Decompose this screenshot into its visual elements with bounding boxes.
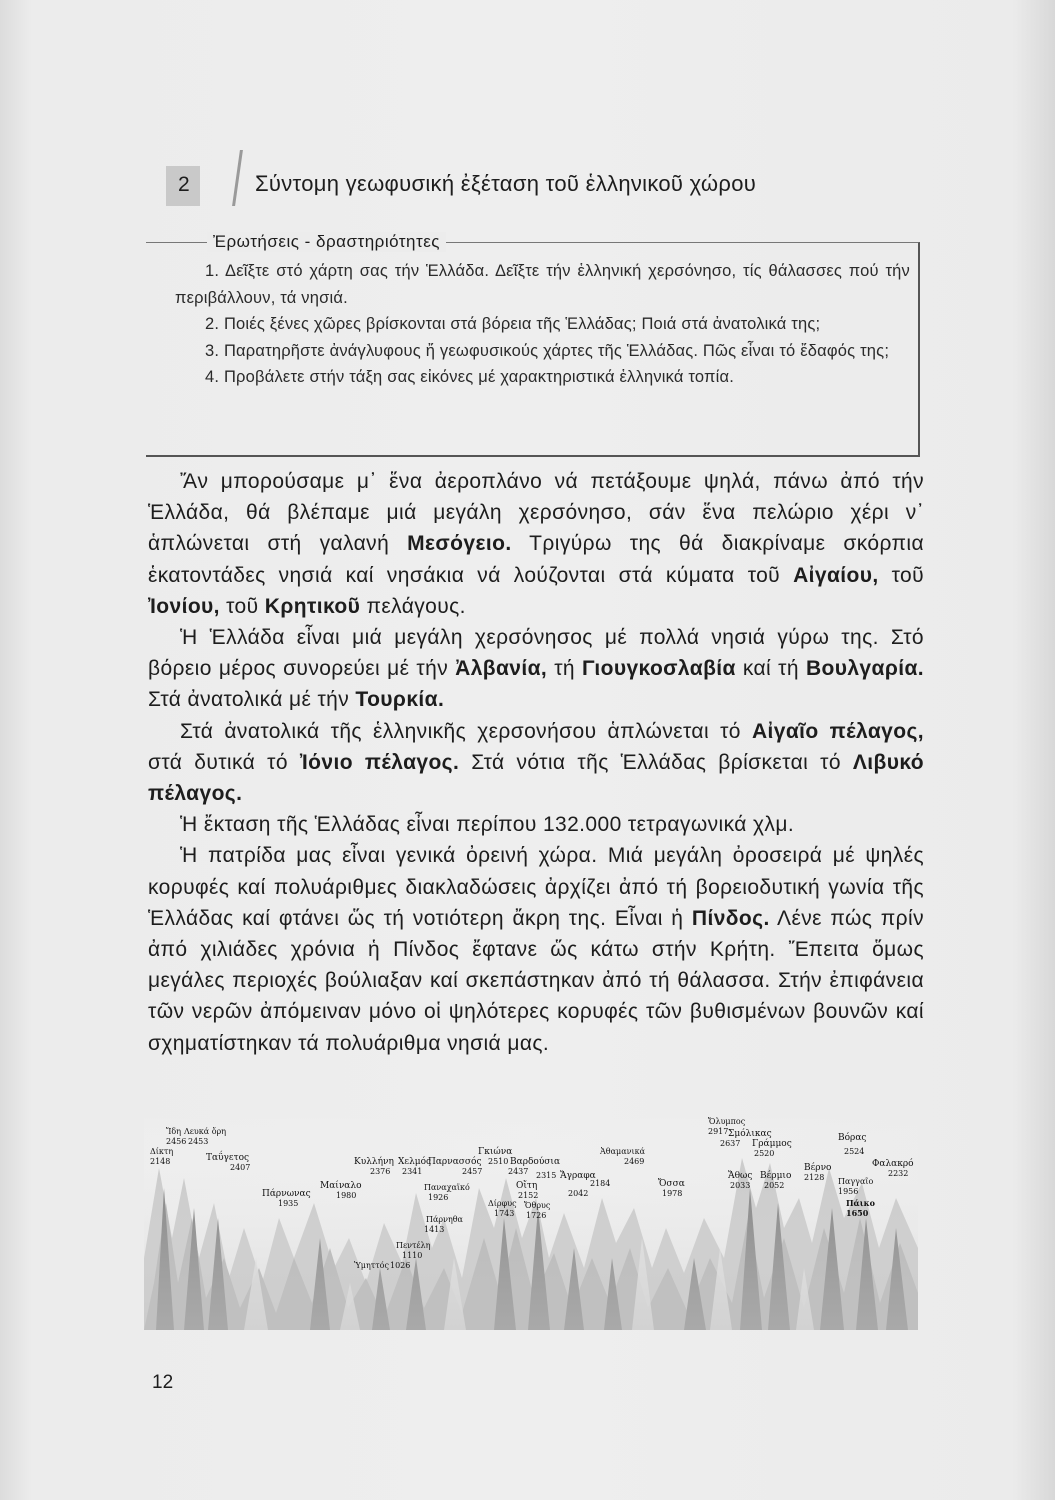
alt-idi: 2456 [166,1137,187,1146]
question-item: 4. Προβάλετε στήν τάξη σας εἰκόνες μέ χαρακτηριστικά ἑλληνικά τοπία. [205,368,735,386]
label-ossa: Ὄσσα [658,1179,685,1189]
label-othrys: Ὄθρυς [524,1201,551,1210]
paragraph: Στά ἀνατολικά τῆς ἑλληνικῆς χερσονήσου ἁπλώνεται τό Αἰγαῖο πέλαγος, στά δυτικά τό Ἰόνιο πέλαγος. Στά νότια τῆς Ἑλλάδας βρίσκεται τό Λιβυκό πέλαγος. [148,719,925,806]
alt-ossa: 1978 [662,1189,683,1198]
page-number: 12 [152,1372,174,1393]
label-parnassos: Παρνασσός [428,1157,482,1167]
label-falakro: Φαλακρό [872,1159,914,1169]
alt-mainalo: 1980 [336,1191,357,1200]
label-chelmos: Χελμός [398,1157,432,1167]
main-text [148,466,924,1059]
label-paiko: Πάικο [846,1198,875,1208]
label-paggaio: Παγγαῖο [838,1177,874,1186]
label-lefka-ori: Λευκά ὄρη [184,1127,227,1136]
alt-peak-2042: 2042 [568,1189,589,1198]
alt-olympos: 2917 [708,1127,729,1136]
paragraph: Ἡ ἔκταση τῆς Ἑλλάδας εἶναι περίπου 132.000 τετραγωνικά χλμ. [180,813,795,837]
label-penteli: Πεντέλη [396,1241,431,1250]
alt-lefka-ori: 2453 [188,1137,209,1146]
alt-kyllini: 2376 [370,1167,391,1176]
alt-agrafa: 2315 [536,1171,557,1180]
paragraph: Ἄν μπορούσαμε μ᾽ ἕνα ἀεροπλάνο νά πετάξουμε ψηλά, πάνω ἀπό τήν Ἑλλάδα, θά βλέπαμε μιά μεγάλη χερσόνησο, σάν ἕνα πελώριο χέρι ν᾽ ἁπλώνεται στή γαλανή Μεσόγειο. Τριγύρω της θά διακρίναμε σκόρπια ἑκατοντάδες νησιά καί νησάκια νά λούζονται στά κύματα τοῦ Αἰγαίου, τοῦ Ἰονίου, τοῦ Κρητικοῦ πελάγους. [148,470,924,618]
paragraph: Ἡ πατρίδα μας εἶναι γενικά ὀρεινή χώρα. Μιά μεγάλη ὀροσειρά μέ ψηλές κορυφές καί πολυάριθμες διακλαδώσεις ἀρχίζει ἀπό τή βορειοδυτική γωνία τῆς Ἑλλάδας καί φτάνει ὥς τή νοτιότερη ἄκρη της. Εἶναι ἡ Πίνδος. Λένε πώς πρίν ἀπό χιλιάδες χρόνια ἡ Πίνδος ἔφτανε ὥς κάτω στήν Κρήτη. Ἔπειτα ὅμως μεγάλες περιοχές βούλιαξαν καί σκεπάστηκαν ἀπό τή θάλασσα. Στήν ἐπιφάνεια τῶν νερῶν ἀπόμειναν μόνο οἱ ψηλότερες κορυφές τῶν βυθισμένων βουνῶν καί σχηματίστηκαν τά πολυάριθμα νησιά μας. [148,844,924,1055]
chapter-title: Σύντομη γεωφυσική ἐξέταση τοῦ ἑλληνικοῦ χώρου [255,171,757,196]
alt-parnonas: 1935 [278,1199,299,1208]
mountain-profile-illustration [144,1108,918,1330]
label-ymittos: Ὑμηττός [354,1261,389,1270]
alt-grammos: 2520 [754,1149,775,1158]
alt-parnassos: 2457 [462,1167,483,1176]
alt-paggaio: 1956 [838,1187,859,1196]
label-dikti: Δίκτη [150,1147,174,1156]
label-panachaiko: Παναχαϊκό [424,1183,470,1192]
question-item: 1. Δεῖξτε στό χάρτη σας τήν Ἑλλάδα. Δεῖξτε τήν ἑλληνική χερσόνησο, τίς θάλασσες πού τήν περιβάλλουν, τά νησιά. [175,262,910,307]
question-item: 3. Παρατηρῆστε ἀνάγλυφους ἤ γεωφυσικούς χάρτες τῆς Ἑλλάδας. Πῶς εἶναι τό ἔδαφός της; [205,341,890,360]
alt-taygetos: 2407 [230,1163,251,1172]
question-item: 2. Ποιές ξένες χῶρες βρίσκονται στά βόρεια τῆς Ἑλλάδας; Ποιά στά ἀνατολικά της; [205,315,821,333]
alt-voras: 2524 [844,1147,865,1156]
label-taygetos: Ταΰγετος [206,1153,250,1163]
label-smolikas: Σμόλικας [728,1129,772,1139]
questions-heading: Ἐρωτήσεις - δραστηριότητες [207,232,446,252]
alt-peak-2184: 2184 [590,1179,611,1188]
chapter-number: 2 [178,173,190,196]
alt-paiko: 1650 [846,1208,869,1218]
label-parnonas: Πάρνωνας [262,1189,311,1199]
chapter-divider [232,150,243,206]
alt-athos: 2033 [730,1181,751,1190]
alt-oiti: 2152 [518,1191,539,1200]
alt-dirfys: 1743 [494,1209,515,1218]
alt-vardousia: 2437 [508,1167,529,1176]
label-vermio: Βέρμιο [760,1171,792,1181]
label-voras: Βόρας [838,1133,867,1143]
label-parnitha: Πάρνηθα [426,1215,463,1224]
alt-smolikas: 2637 [720,1139,741,1148]
label-agrafa: Ἄγραφα [560,1171,596,1181]
alt-verno: 2128 [804,1173,825,1182]
alt-dikti: 2148 [150,1157,171,1166]
label-idi: Ἴδη [166,1127,182,1136]
label-olympos: Ὄλυμπος [708,1117,746,1126]
label-dirfys: Δίρφυς [488,1199,517,1208]
alt-vermio: 2052 [764,1181,785,1190]
label-kyllini: Κυλλήνη [354,1157,394,1167]
label-oiti: Οἴτη [516,1181,538,1191]
paragraph: Ἡ Ἑλλάδα εἶναι μιά μεγάλη χερσόνησος μέ πολλά νησιά γύρω της. Στό βόρειο μέρος συνορεύει μέ τήν Ἀλβανία, τή Γιουγκοσλαβία καί τή Βουλγαρία. Στά ἀνατολικά μέ τήν Τουρκία. [148,626,924,712]
label-mainalo: Μαίναλο [320,1181,362,1191]
label-verno: Βέρνο [804,1163,832,1173]
alt-chelmos: 2341 [402,1167,423,1176]
questions-list [175,258,910,391]
alt-ymittos: 1026 [390,1261,411,1270]
label-grammos: Γράμμος [752,1139,792,1149]
alt-othrys: 1726 [526,1211,547,1220]
label-athos: Ἄθως [728,1171,753,1181]
alt-penteli: 1110 [402,1251,423,1260]
alt-falakro: 2232 [888,1169,909,1178]
label-vardousia: Βαρδούσια [510,1157,561,1167]
alt-panachaiko: 1926 [428,1193,449,1202]
label-gkiona: Γκιώνα [478,1147,513,1157]
alt-athamanika: 2469 [624,1157,645,1166]
label-athamanika: Ἀθαμανικά [600,1147,645,1156]
alt-gkiona: 2510 [488,1157,509,1166]
alt-parnitha: 1413 [424,1225,445,1234]
